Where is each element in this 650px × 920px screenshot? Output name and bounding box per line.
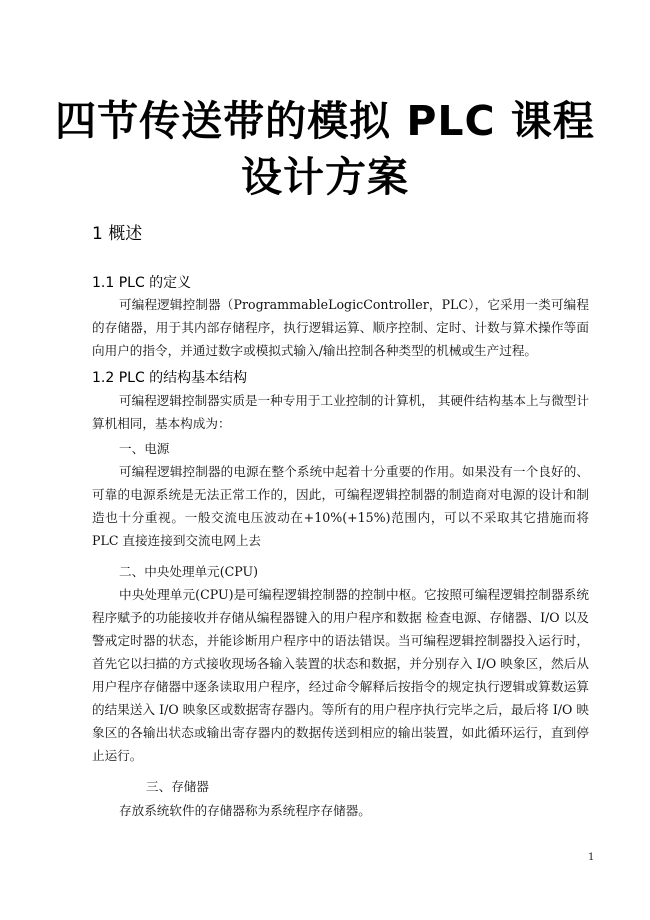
paragraph-power: 可编程逻辑控制器的电源在整个系统中起着十分重要的作用。如果没有一个良好的、可靠的电源系统是无法正常工作的，因此，可编程逻辑控制器的制造商对电源的设计和制造也十分重视。一般交流电压波动在+10%(+15%)范围内，可以不采取其它措施而将 PLC 直接连接到交流电网上去 xyxy=(92,464,589,548)
section-heading-plc-structure: 1.2 PLC 的结构基本结构 xyxy=(92,370,248,386)
document-title-line1: 四节传送带的模拟 PLC 课程 xyxy=(55,97,595,145)
paragraph-plc-definition: 可编程逻辑控制器（ProgrammableLogicController，PLC），它采用一类可编程的存储器，用于其内部存储程序，执行逻辑运算、顺序控制、定时、计数与算术操作等面向用户的指令，并通过数字或模拟式输入/输出控制各种类型的机械或生产过程。 xyxy=(92,297,589,358)
section-heading-plc-definition: 1.1 PLC 的定义 xyxy=(92,275,192,291)
section-heading-overview: 1 概述 xyxy=(92,224,143,244)
subheading-cpu: 二、中央处理单元(CPU) xyxy=(119,564,259,579)
subheading-power: 一、电源 xyxy=(119,441,170,456)
paragraph-memory: 存放系统软件的存储器称为系统程序存储器。 xyxy=(119,803,371,818)
page-number: 1 xyxy=(588,852,595,863)
subheading-memory: 三、存储器 xyxy=(146,779,209,794)
paragraph-plc-structure: 可编程逻辑控制器实质是一种专用于工业控制的计算机， 其硬件结构基本上与微型计算机相同，基本构成为： xyxy=(92,393,589,431)
paragraph-cpu: 中央处理单元(CPU)是可编程逻辑控制器的控制中枢。它按照可编程逻辑控制器系统程序赋予的功能接收并存储从编程器键入的用户程序和数据 检查电源、存储器、I/O 以及警戒定时器的状态，并能诊断用户程序中的语法错误。当可编程逻辑控制器投入运行时，首先它以扫描的方式接收现场各输入装置的状态和数据，并分别存入 I/O 映象区，然后从用户程序存储器中逐条读取用户程序，经过命令解释后按指令的规定执行逻辑或算数运算的结果送入 I/O 映象区或数据寄存器内。等所有的用户程序执行完毕之后，最后将 I/O 映象区的各输出状态或输出寄存器内的数据传送到相应的输出装置，如此循环运行，直到停止运行。 xyxy=(92,587,589,763)
document-title-line2: 设计方案 xyxy=(241,153,409,201)
